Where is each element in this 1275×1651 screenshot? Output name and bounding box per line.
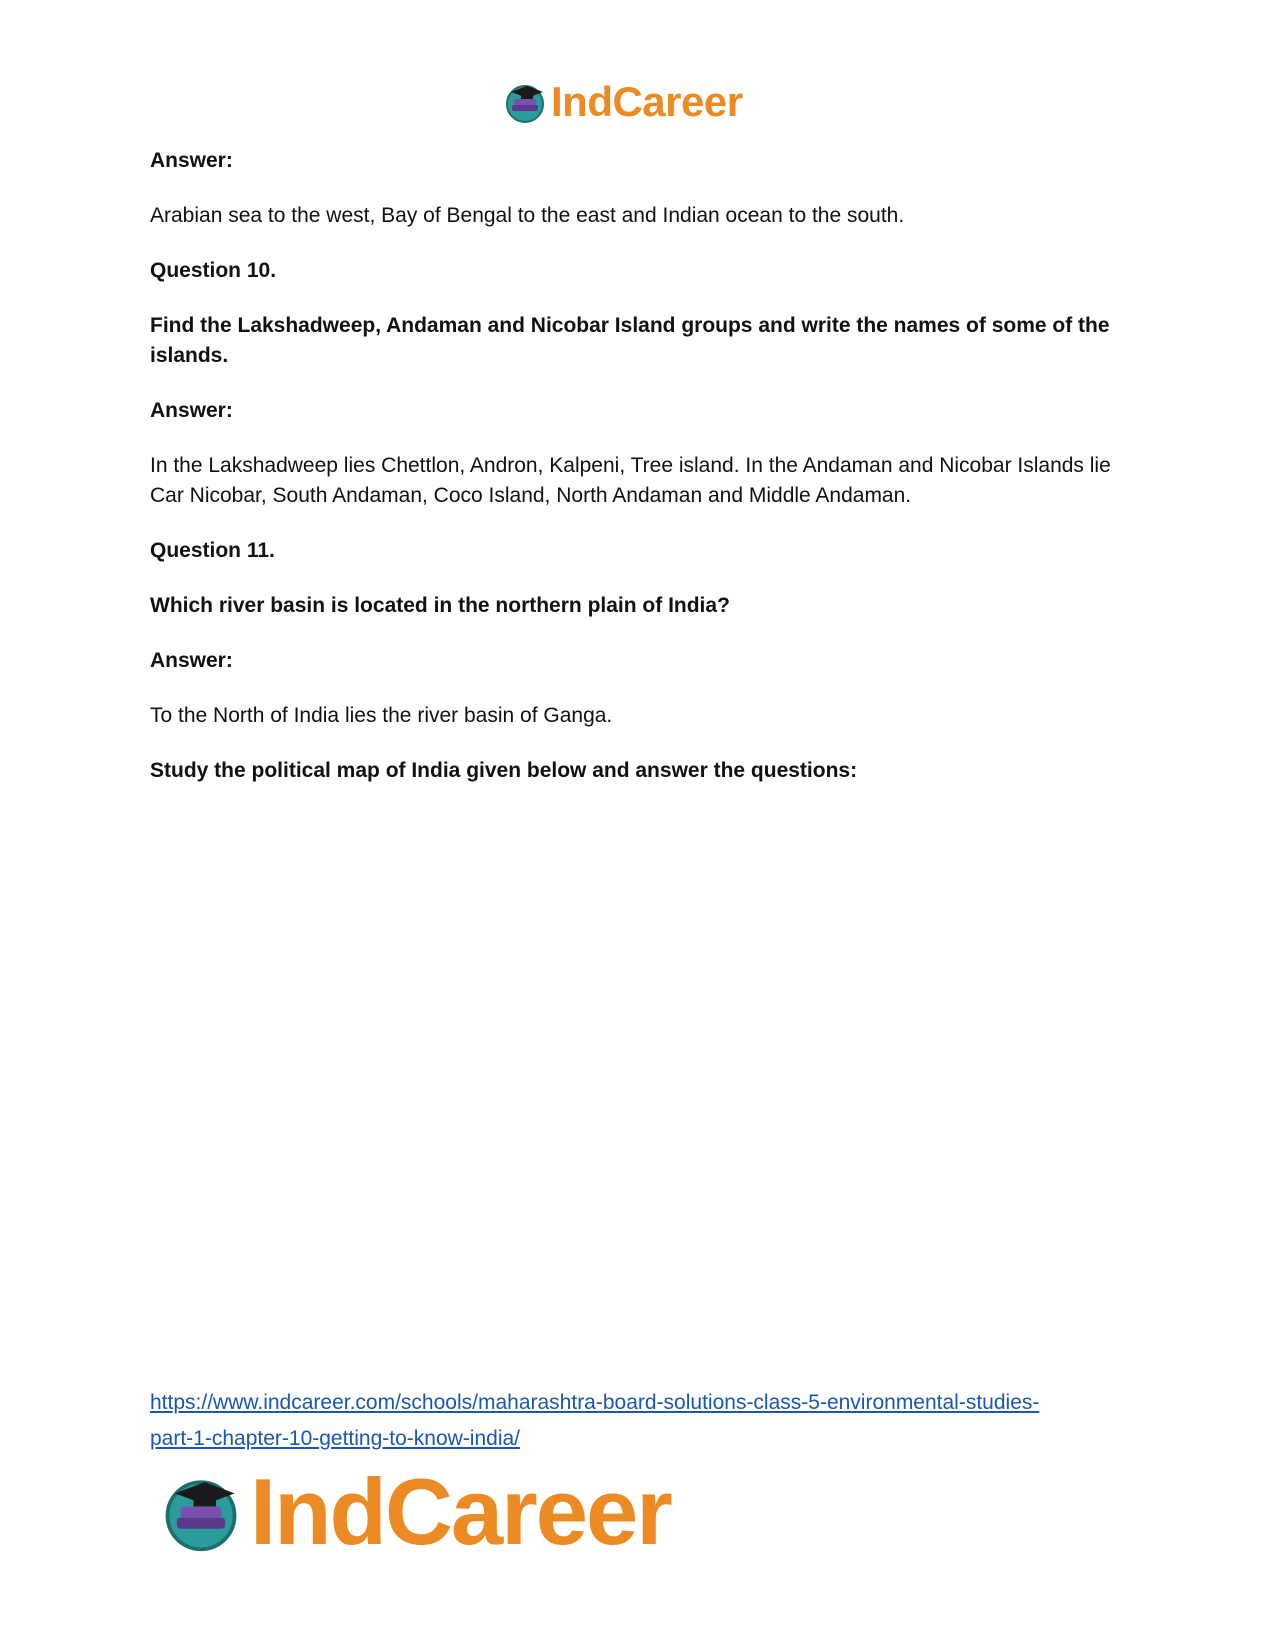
graduation-cap-globe-icon [503,80,547,124]
question-text: Which river basin is located in the northern plain of India? [150,594,730,617]
footer-logo [160,1459,671,1564]
header-logo [503,80,743,124]
source-link-line-2: part-1-chapter-10-getting-to-know-india/ [150,1427,521,1450]
answer-text: In the Lakshadweep lies Chettlon, Andron, Kalpeni, Tree island. In the Andaman and Nicobar Islands lie Car Nicobar, South Andaman, Coco Island, North Andaman and Middle Andaman. [150,454,1111,507]
graduation-cap-globe-icon [160,1471,242,1553]
answer-text: Arabian sea to the west, Bay of Bengal to the east and Indian ocean to the south. [150,204,905,227]
question-label: Question 11. [150,539,275,562]
instruction-text: Study the political map of India given below and answer the questions: [150,759,858,782]
answer-text: To the North of India lies the river basin of Ganga. [150,704,613,727]
answer-label: Answer: [150,649,233,672]
answer-label: Answer: [150,399,233,422]
logo-text: IndCareer [250,1459,671,1564]
question-text: Find the Lakshadweep, Andaman and Nicobar Island groups and write the names of some of the islands. [150,314,1110,367]
source-link-line-1: https://www.indcareer.com/schools/maharashtra-board-solutions-class-5-environmental-studies- [150,1391,1040,1414]
source-link[interactable] [150,1385,1150,1457]
logo-text: IndCareer [551,78,743,125]
answer-label: Answer: [150,149,233,172]
question-label: Question 10. [150,259,277,282]
